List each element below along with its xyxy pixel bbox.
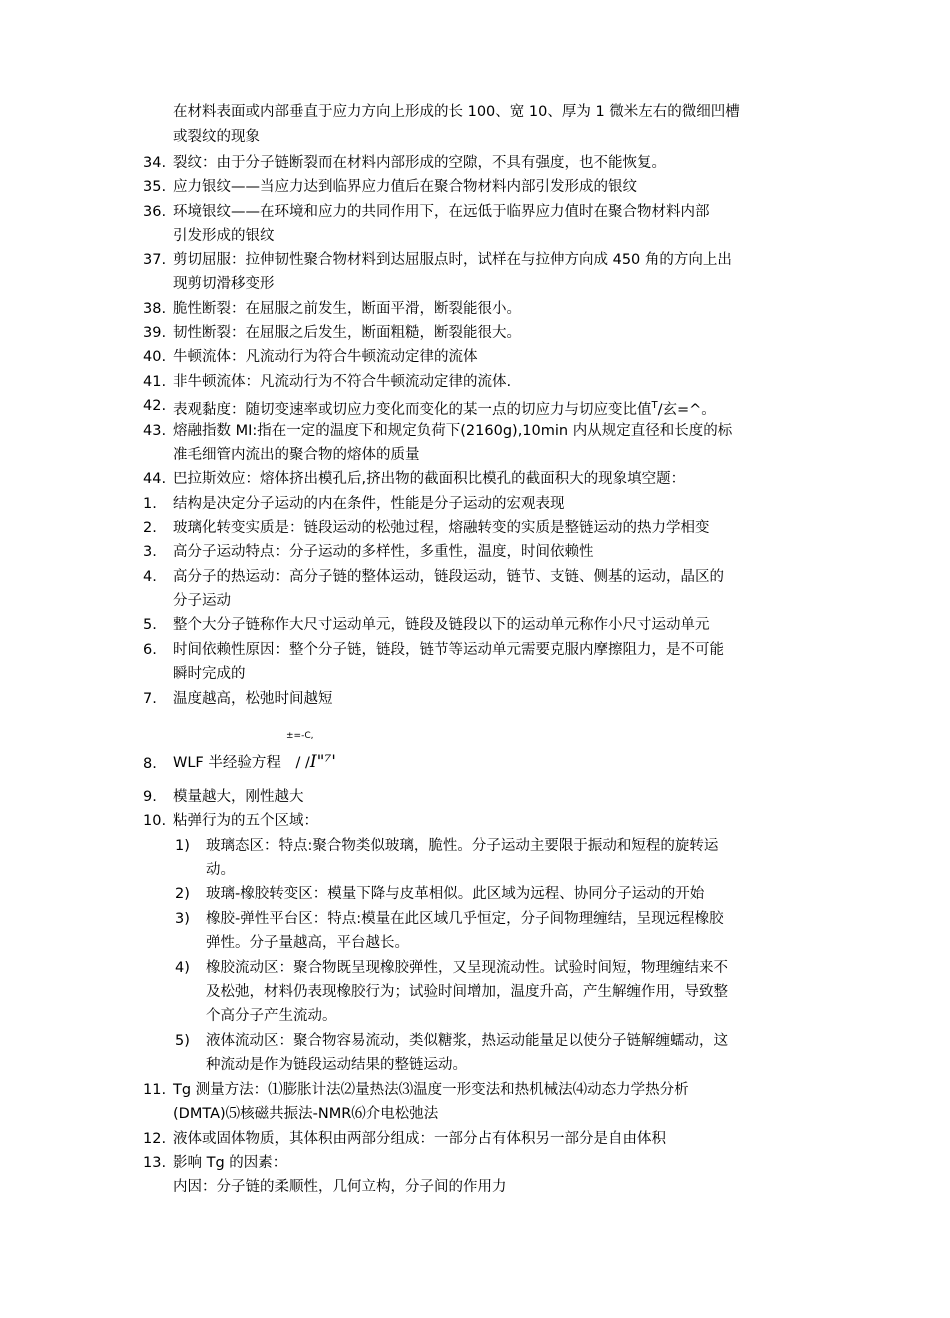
subitem-number: 1) <box>175 838 190 854</box>
item-text: 时间依赖性原因：整个分子链，链段，链节等运动单元需要克服内摩擦阻力，是不可能 <box>173 642 724 658</box>
item-text: 内因：分子链的柔顺性，几何立构，分子间的作用力 <box>173 1179 507 1195</box>
item-text-row <box>173 396 716 420</box>
item-text: Tg 测量方法：⑴膨胀计法⑵量热法⑶温度一形变法和热机械法⑷动态力学热分析 <box>173 1082 689 1098</box>
item-number: 1. <box>143 496 157 512</box>
item-text: 玻璃化转变实质是：链段运动的松弛过程，熔融转变的实质是整链运动的热力学相变 <box>173 520 710 536</box>
wlf-formula: I"⁷' <box>309 752 336 772</box>
item-text: 巴拉斯效应：熔体挤出模孔后,挤出物的截面积比模孔的截面积大的现象填空题： <box>173 471 686 487</box>
item-text: 温度越高，松弛时间越短 <box>173 691 333 707</box>
subitem-text: 种流动是作为链段运动结果的整链运动。 <box>206 1057 467 1073</box>
item-text: 表观黏度：随切变速率或切应力变化而变化的某一点的切应力与切应变比值 <box>173 402 652 418</box>
item-number: 35. <box>143 179 167 195</box>
tau-symbol: T <box>651 400 658 411</box>
item-text: (DMTA)⑸核磁共振法-NMR⑹介电松弛法 <box>173 1106 439 1122</box>
item-number: 38. <box>143 301 167 317</box>
wlf-row <box>173 752 336 773</box>
item-text: 引发形成的银纹 <box>173 228 275 244</box>
subitem-number: 4) <box>175 960 190 976</box>
subitem-text: 橡胶流动区：聚合物既呈现橡胶弹性，又呈现流动性。试验时间短，物理缠结来不 <box>206 960 728 976</box>
item-text: 非牛顿流体：凡流动行为不符合牛顿流动定律的流体. <box>173 374 512 390</box>
item-text: 液体或固体物质，其体积由两部分组成：一部分占有体积另一部分是自由体积 <box>173 1131 666 1147</box>
item-number: 3. <box>143 544 157 560</box>
subitem-text: 玻璃-橡胶转变区：模量下降与皮革相似。此区域为远程、协同分子运动的开始 <box>206 886 705 902</box>
item-number: 12. <box>143 1131 167 1147</box>
item-number: 39. <box>143 325 167 341</box>
subitem-number: 3) <box>175 911 190 927</box>
item-number: 8. <box>143 756 157 772</box>
subitem-text: 及松弛，材料仍表现橡胶行为；试验时间增加，温度升高，产生解缠作用，导致整 <box>206 984 728 1000</box>
item-text: 粘弹行为的五个区域： <box>173 813 318 829</box>
subitem-number: 5) <box>175 1033 190 1049</box>
item-number: 6. <box>143 642 157 658</box>
item-text: 分子运动 <box>173 593 231 609</box>
item-text: 脆性断裂：在屈服之前发生，断面平滑，断裂能很小。 <box>173 301 521 317</box>
subitem-text: 玻璃态区：特点:聚合物类似玻璃，脆性。分子运动主要限于振动和短程的旋转运 <box>206 838 719 854</box>
item-number: 13. <box>143 1155 167 1171</box>
item-number: 7. <box>143 691 157 707</box>
item-text: 现剪切滑移变形 <box>173 276 275 292</box>
item-text: 瞬时完成的 <box>173 666 246 682</box>
wlf-formula-top: ±=-C, <box>286 731 314 741</box>
subitem-text: 弹性。分子量越高，平台越长。 <box>206 935 409 951</box>
subitem-text: 橡胶-弹性平台区：特点:模量在此区域几乎恒定，分子间物理缠结，呈现远程橡胶 <box>206 911 724 927</box>
item-number: 43. <box>143 423 167 439</box>
item-text: 准毛细管内流出的聚合物的熔体的质量 <box>173 447 420 463</box>
item-number: 4. <box>143 569 157 585</box>
wlf-slashes: / / <box>295 755 310 771</box>
item-text: 模量越大，刚性越大 <box>173 789 304 805</box>
item-number: 41. <box>143 374 167 390</box>
intro-line: 在材料表面或内部垂直于应力方向上形成的长 100、宽 10、厚为 1 微米左右的微细凹槽 <box>173 104 740 120</box>
item-text: 影响 Tg 的因素： <box>173 1155 288 1171</box>
item-number: 37. <box>143 252 167 268</box>
item-number: 34. <box>143 155 167 171</box>
item-number: 36. <box>143 204 167 220</box>
item-number: 2. <box>143 520 157 536</box>
item-number: 10. <box>143 813 167 829</box>
item-text-tail: /玄=^。 <box>657 402 716 418</box>
item-text: 韧性断裂：在屈服之后发生，断面粗糙，断裂能很大。 <box>173 325 521 341</box>
wlf-label: WLF 半经验方程 <box>173 755 281 771</box>
item-number: 44. <box>143 471 167 487</box>
intro-line: 或裂纹的现象 <box>173 129 260 145</box>
item-text: 裂纹：由于分子链断裂而在材料内部形成的空隙，不具有强度，也不能恢复。 <box>173 155 666 171</box>
item-number: 42. <box>143 398 167 414</box>
item-text: 剪切屈服：拉伸韧性聚合物材料到达屈服点时，试样在与拉伸方向成 450 角的方向上出 <box>173 252 732 268</box>
item-text: 熔融指数 MI:指在一定的温度下和规定负荷下(2160g),10min 内从规定直径和长度的标 <box>173 423 733 439</box>
item-text: 牛顿流体：凡流动行为符合牛顿流动定律的流体 <box>173 349 478 365</box>
item-number: 11. <box>143 1082 167 1098</box>
item-text: 环境银纹——在环境和应力的共同作用下，在远低于临界应力值时在聚合物材料内部 <box>173 204 710 220</box>
subitem-text: 液体流动区：聚合物容易流动，类似糖浆，热运动能量足以使分子链解缠蠕动，这 <box>206 1033 728 1049</box>
item-text: 整个大分子链称作大尺寸运动单元，链段及链段以下的运动单元称作小尺寸运动单元 <box>173 617 710 633</box>
subitem-text: 动。 <box>206 862 235 878</box>
subitem-text: 个高分子产生流动。 <box>206 1008 337 1024</box>
item-text: 高分子的热运动：高分子链的整体运动，链段运动，链节、支链、侧基的运动，晶区的 <box>173 569 724 585</box>
item-text: 高分子运动特点：分子运动的多样性，多重性，温度，时间依赖性 <box>173 544 594 560</box>
item-text: 应力银纹——当应力达到临界应力值后在聚合物材料内部引发形成的银纹 <box>173 179 637 195</box>
item-number: 40. <box>143 349 167 365</box>
subitem-number: 2) <box>175 886 190 902</box>
item-text: 结构是决定分子运动的内在条件，性能是分子运动的宏观表现 <box>173 496 565 512</box>
item-number: 5. <box>143 617 157 633</box>
item-number: 9. <box>143 789 157 805</box>
